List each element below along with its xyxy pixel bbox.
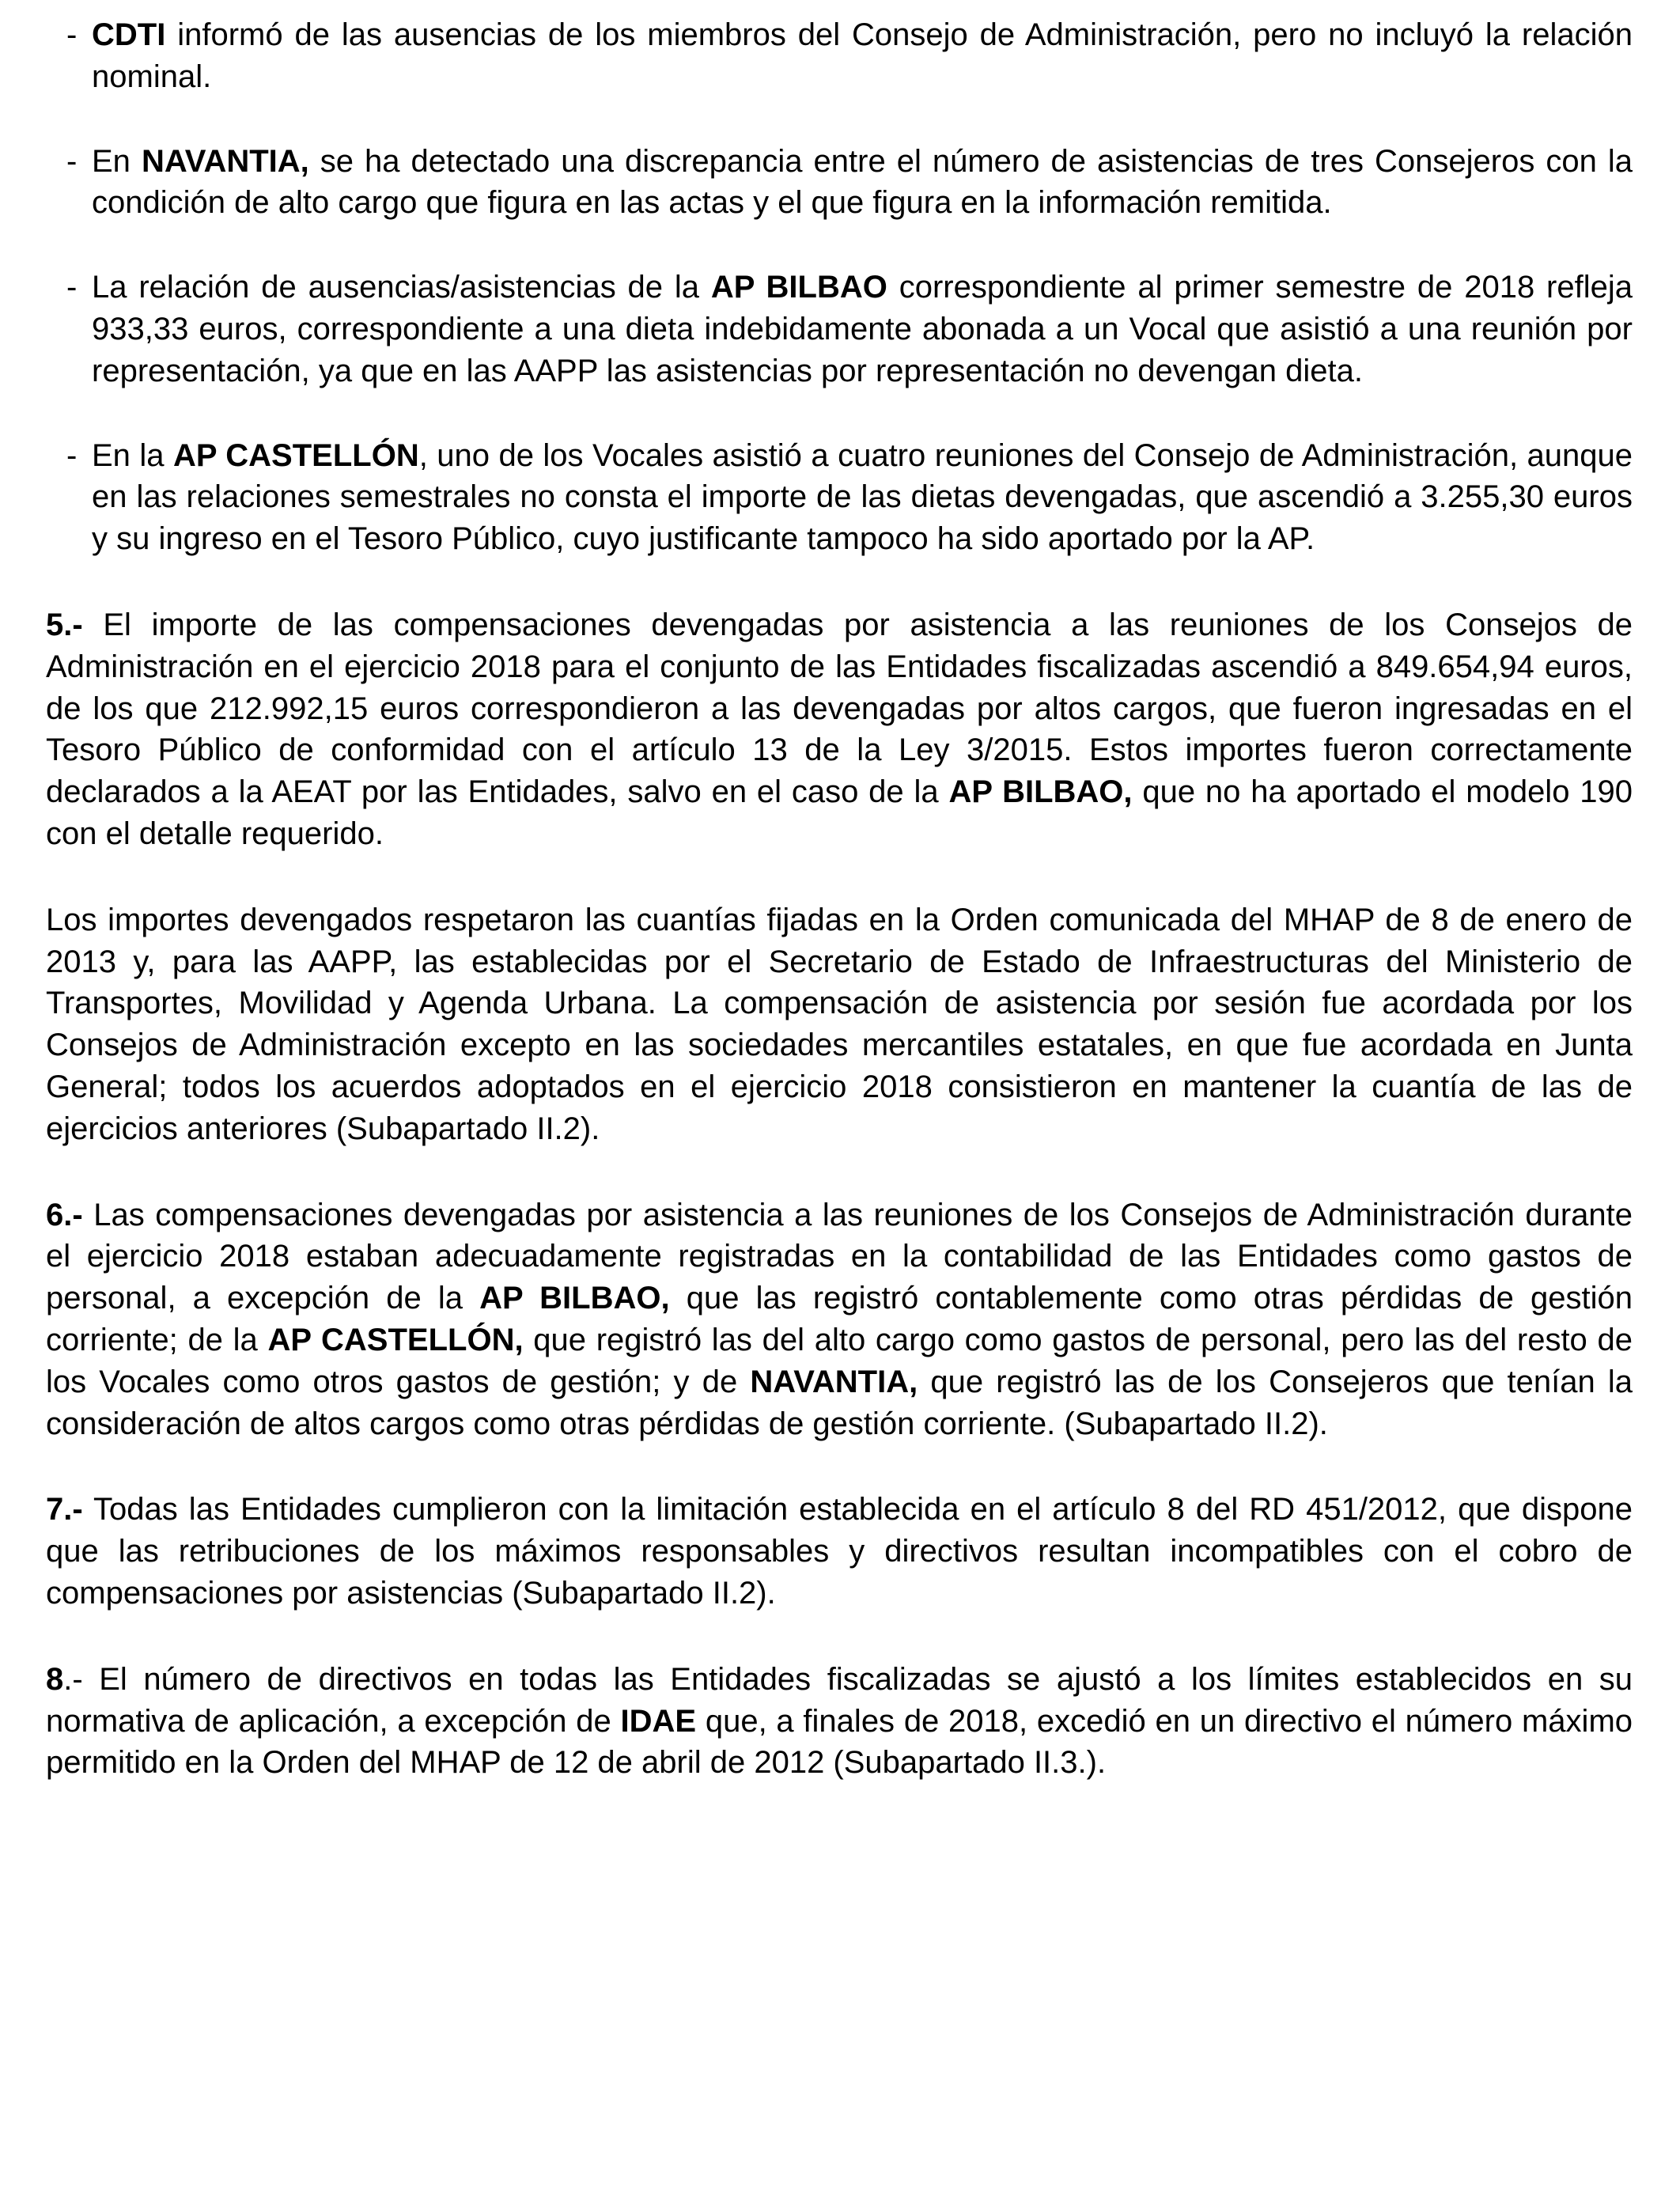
entity-name: AP BILBAO, (948, 774, 1133, 810)
bullet-text: , uno de los Vocales asistió a cuatro reuniones del Consejo de Administración, aunque en las relaciones semestrales no consta el importe de las dietas devengadas, que ascendió a 3.255,30 euros y su ingreso en el Tesoro Público, cuyo justificante tampoco ha sido aportado por la AP. (92, 437, 1633, 557)
paragraph-6 (46, 1194, 1633, 1445)
entity-name: NAVANTIA, (141, 143, 309, 179)
entity-name: AP CASTELLÓN (172, 437, 419, 473)
bullet-ap-bilbao (46, 267, 1633, 392)
bullet-dash: - (66, 17, 78, 52)
paragraph-text: que no ha aportado el modelo 190 con el detalle requerido. (46, 774, 1633, 851)
paragraph-5-continued (46, 899, 1633, 1150)
paragraph-8 (46, 1659, 1633, 1784)
bullet-text: informó de las ausencias de los miembros del Consejo de Administración, pero no incluyó la relación nominal. (92, 17, 1633, 94)
bullet-navantia (46, 141, 1633, 225)
paragraph-text: que las registró contablemente como otras pérdidas de gestión corriente; de la (46, 1281, 1633, 1357)
paragraph-text: Todas las Entidades cumplieron con la limitación establecida en el artículo 8 del RD 451/2012, que dispone que las retribuciones de los máximos responsables y directivos resultan incompatibles con el cobro de compensaciones por asistencias (Subapartado II.2). (46, 1492, 1633, 1611)
paragraph-text: que registró las del alto cargo como gastos de personal, pero las del resto de los Vocales como otros gastos de gestión; y de (46, 1322, 1633, 1399)
paragraph-number: 6.- (46, 1197, 83, 1232)
paragraph-number: 7.- (46, 1492, 83, 1527)
paragraph-text: Las compensaciones devengadas por asistencia a las reuniones de los Consejos de Administración durante el ejercicio 2018 estaban adecuadamente registradas en la contabilidad de las Entidades como gastos de personal, a excepción de la (46, 1197, 1633, 1316)
bullet-dash: - (66, 437, 78, 473)
entity-name: NAVANTIA, (750, 1364, 918, 1399)
paragraph-text: que registró las de los Consejeros que tenían la consideración de altos cargos como otras pérdidas de gestión corriente. (Subapartado II.2). (46, 1364, 1633, 1441)
document-page (46, 14, 1633, 1784)
bullet-text: En (92, 143, 142, 179)
paragraph-number: 8 (46, 1661, 64, 1697)
paragraph-number: 5.- (46, 607, 83, 642)
bullet-dash: - (66, 270, 78, 305)
entity-name: AP CASTELLÓN, (267, 1322, 524, 1357)
paragraph-7 (46, 1489, 1633, 1614)
entity-name: AP BILBAO (710, 270, 887, 305)
paragraph-5 (46, 604, 1633, 855)
entity-name: IDAE (620, 1703, 697, 1739)
entity-name: AP BILBAO, (479, 1281, 670, 1316)
paragraph-text: .- El número de directivos en todas las Entidades fiscalizadas se ajustó a los límites establecidos en su normativa de aplicación, a excepción de (46, 1661, 1633, 1739)
bullet-text: La relación de ausencias/asistencias de la (92, 270, 711, 305)
bullet-dash: - (66, 143, 78, 179)
paragraph-text: que, a finales de 2018, excedió en un directivo el número máximo permitido en la Orden del MHAP de 12 de abril de 2012 (Subapartado II.3.). (46, 1703, 1633, 1781)
bullet-ap-castellon (46, 435, 1633, 560)
bullet-cdti (46, 14, 1633, 98)
paragraph-text: El importe de las compensaciones devengadas por asistencia a las reuniones de los Consejos de Administración en el ejercicio 2018 para el conjunto de las Entidades fiscalizadas ascendió a 849.654,94 euros, de los que 212.992,15 euros correspondieron a las devengadas por altos cargos, que fueron ingresadas en el Tesoro Público de conformidad con el artículo 13 de la Ley 3/2015. Estos importes fueron correctamente declarados a la AEAT por las Entidades, salvo en el caso de la (46, 607, 1633, 810)
bullet-text: se ha detectado una discrepancia entre el número de asistencias de tres Consejeros con la condición de alto cargo que figura en las actas y el que figura en la información remitida. (92, 143, 1633, 221)
bullet-text: En la (92, 437, 173, 473)
paragraph-text: Los importes devengados respetaron las cuantías fijadas en la Orden comunicada del MHAP de 8 de enero de 2013 y, para las AAPP, las establecidas por el Secretario de Estado de Infraestructuras del Ministerio de Transportes, Movilidad y Agenda Urbana. La compensación de asistencia por sesión fue acordada por los Consejos de Administración excepto en las sociedades mercantiles estatales, en que fue acordada en Junta General; todos los acuerdos adoptados en el ejercicio 2018 consistieron en mantener la cuantía de las de ejercicios anteriores (Subapartado II.2). (46, 902, 1633, 1146)
bullet-text: correspondiente al primer semestre de 2018 refleja 933,33 euros, correspondiente a una dieta indebidamente abonada a un Vocal que asistió a una reunión por representación, ya que en las AAPP las asistencias por representación no devengan dieta. (92, 270, 1633, 388)
entity-name: CDTI (92, 17, 166, 52)
